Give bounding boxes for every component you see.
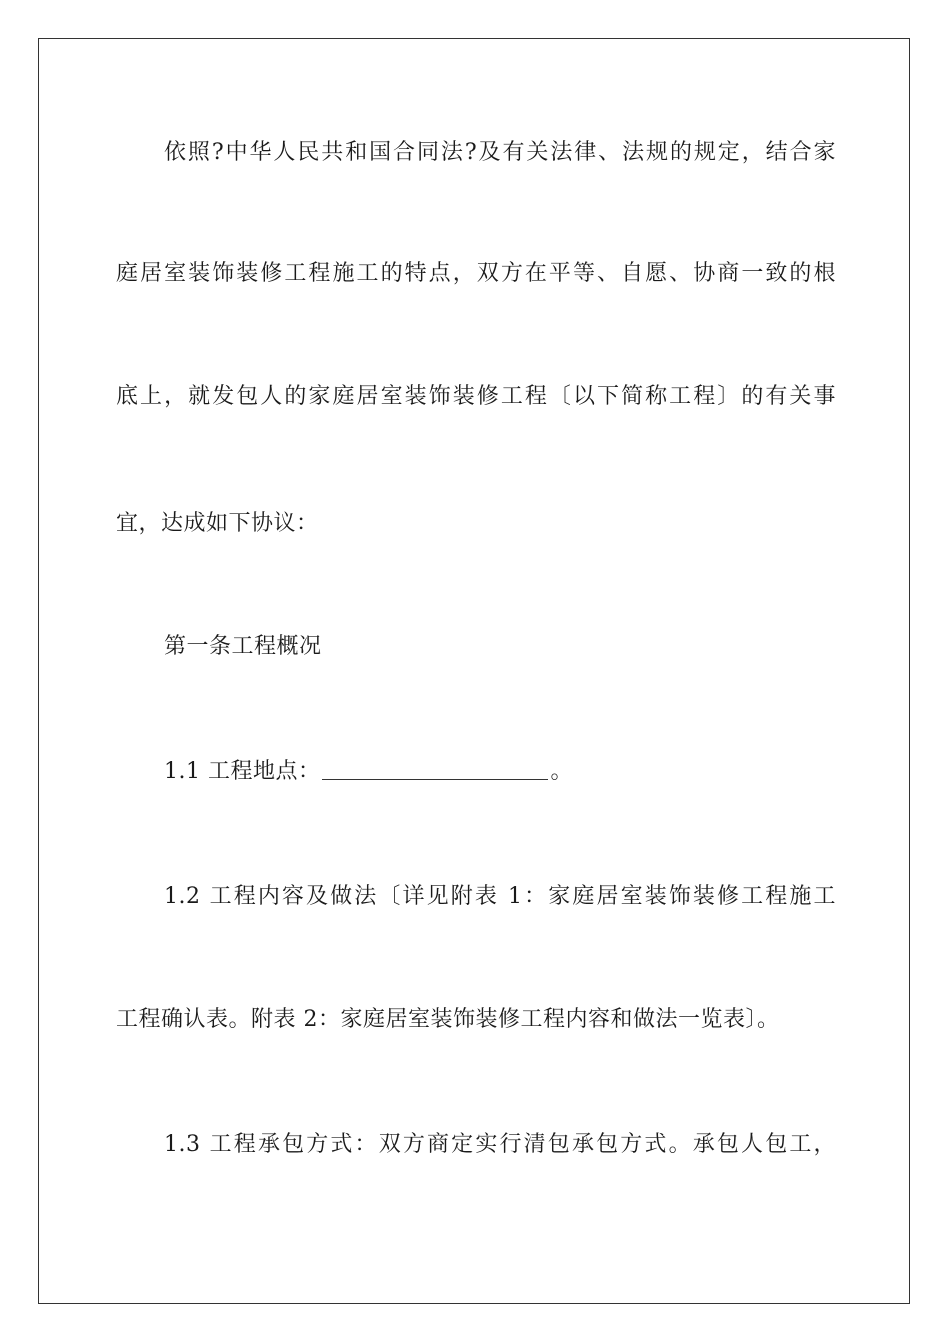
item-1-1 [116,755,836,789]
item-1-1-suffix: 。 [550,759,573,784]
section-heading-1: 第一条工程概况 [164,634,322,659]
paragraph-line-3: 底上，就发包人的家庭居室装饰装修工程〔以下简称工程〕的有关事 [116,384,836,409]
page-border [38,38,910,1304]
item-1-3-line-1: 1.3 工程承包方式：双方商定实行清包承包方式。承包人包工， [164,1132,836,1157]
paragraph-line-4: 宜，达成如下协议： [116,511,319,536]
item-1-2-line-2: 工程确认表。附表 2：家庭居室装饰装修工程内容和做法一览表〕。 [116,1007,780,1032]
paragraph-line-1: 依照?中华人民共和国合同法?及有关法律、法规的规定，结合家 [164,140,836,165]
fill-in-blank-location[interactable] [322,757,548,780]
item-1-2-line-1: 1.2 工程内容及做法〔详见附表 1：家庭居室装饰装修工程施工 [164,884,836,909]
paragraph-line-2: 庭居室装饰装修工程施工的特点，双方在平等、自愿、协商一致的根 [116,261,836,286]
item-1-1-label: 1.1 工程地点： [164,759,321,784]
